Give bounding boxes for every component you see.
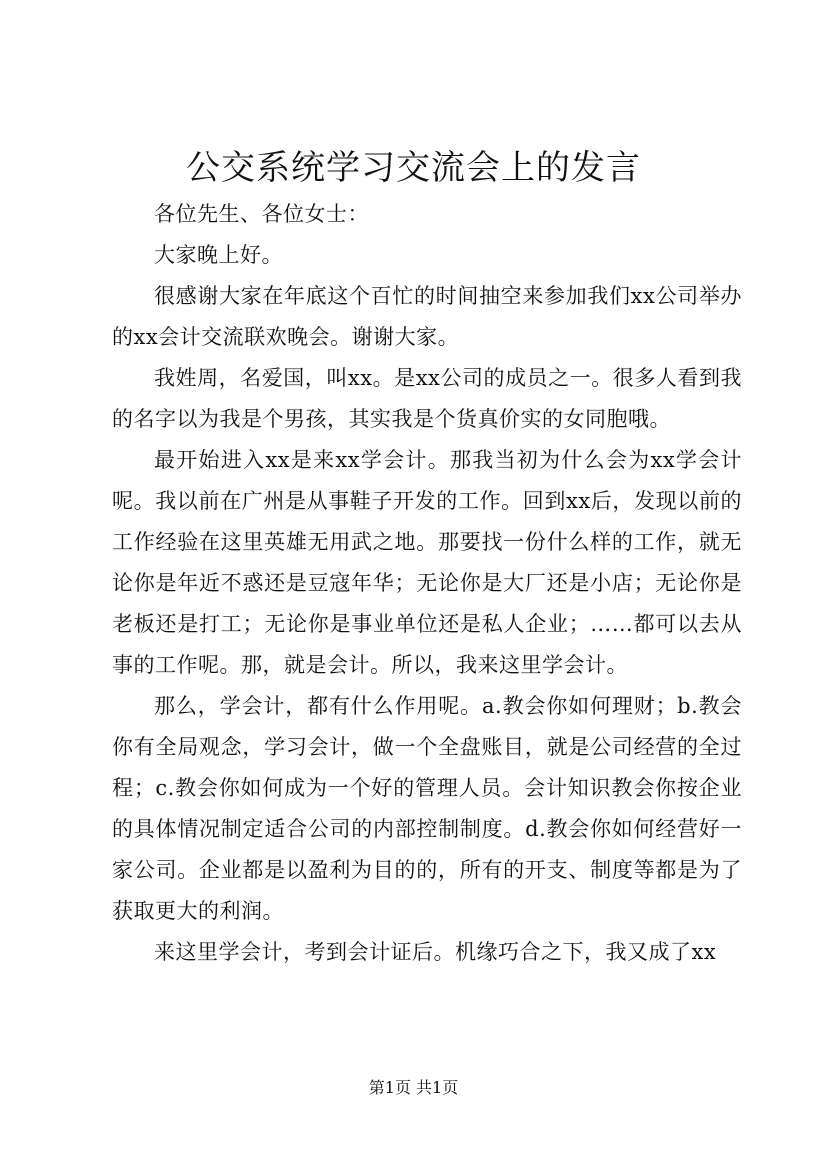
paragraph-thanks: 很感谢大家在年底这个百忙的时间抽空来参加我们xx公司举办的xx会计交流联欢晚会。谢谢大家。: [112, 284, 742, 349]
paragraph-greeting: 大家晚上好。: [154, 243, 283, 267]
paragraph-uses-of-accounting: 那么，学会计，都有什么作用呢。a.教会你如何理财；b.教会你有全局观念，学习会计，做一个全盘账目，就是公司经营的全过程；c.教会你如何成为一个好的管理人员。会计知识教会你按企业的具体情况制定适合公司的内部控制制度。d.教会你如何经营好一家公司。企业都是以盈利为目的的，所有的开支、制度等都是为了获取更大的利润。: [112, 694, 742, 923]
paragraph-introduction: 我姓周，名爱国，叫xx。是xx公司的成员之一。很多人看到我的名字以为我是个男孩，其实我是个货真价实的女同胞哦。: [112, 366, 742, 431]
document-body: [112, 194, 742, 973]
paragraph-after-certificate: 来这里学会计，考到会计证后。机缘巧合之下，我又成了xx: [154, 940, 717, 964]
paragraph-why-accounting: 最开始进入xx是来xx学会计。那我当初为什么会为xx学会计呢。我以前在广州是从事鞋子开发的工作。回到xx后，发现以前的工作经验在这里英雄无用武之地。那要找一份什么样的工作，就无论你是年近不惑还是豆寇年华；无论你是大厂还是小店；无论你是老板还是打工；无论你是事业单位还是私人企业；……都可以去从事的工作呢。那，就是会计。所以，我来这里学会计。: [112, 448, 742, 677]
page-number-footer: 第1页 共1页: [368, 1078, 459, 1097]
document-title: 公交系统学习交流会上的发言: [186, 148, 641, 188]
paragraph-salutation: 各位先生、各位女士：: [154, 202, 369, 226]
